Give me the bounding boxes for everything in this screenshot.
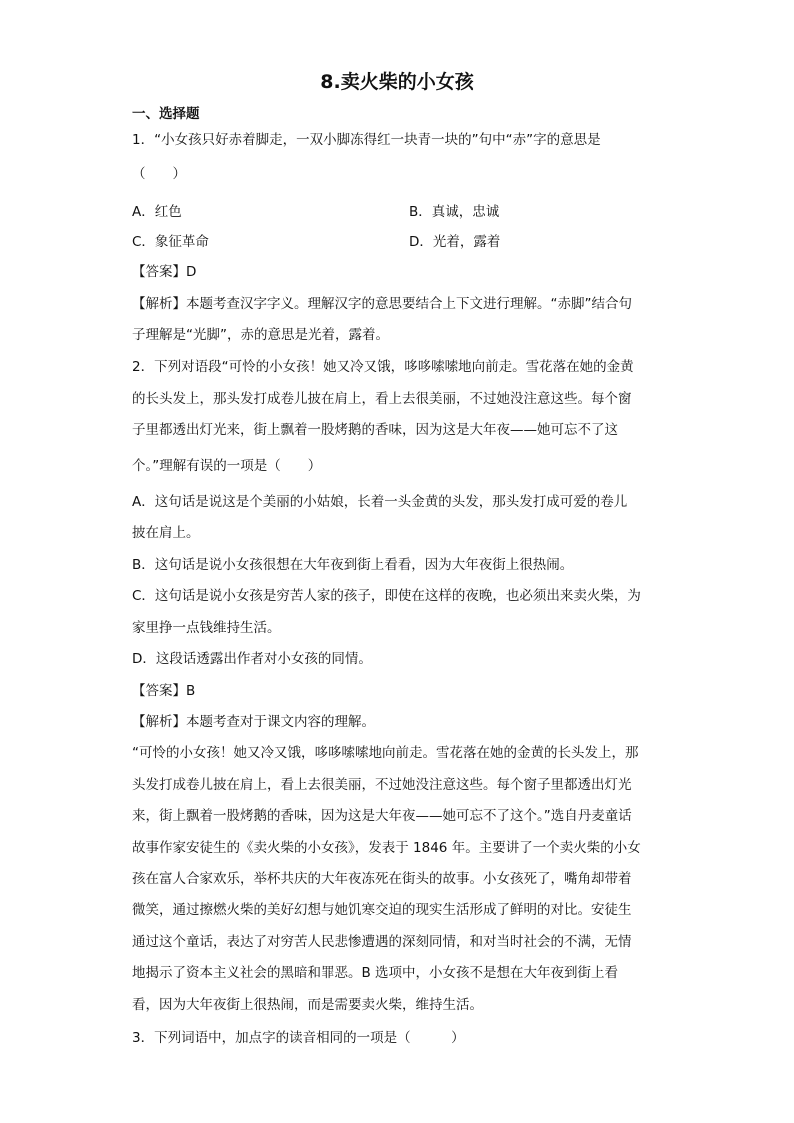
q2-option-a-cont: 披在肩上。	[132, 525, 200, 541]
q2-option-b: B．这句话是说小女孩很想在大年夜到街上看看，因为大年夜街上很热闹。	[132, 557, 574, 573]
q1-option-d: D．光着，露着	[409, 234, 501, 250]
q2-analysis-line: 来，街上飘着一股烤鹅的香味，因为这是大年夜——她可忘不了这个。”选自丹麦童话	[132, 808, 632, 824]
q2-analysis-line: 微笑，通过擦燃火柴的美好幻想与她饥寒交迫的现实生活形成了鲜明的对比。安徒生	[132, 902, 632, 918]
q2-stem-line: 2．下列对语段“可怜的小女孩！她又冷又饿，哆哆嗦嗦地向前走。雪花落在她的金黄	[132, 359, 634, 375]
q2-analysis-line: “可怜的小女孩！她又冷又饿，哆哆嗦嗦地向前走。雪花落在她的金黄的长头发上，那	[132, 745, 639, 761]
q2-stem-line: 子里都透出灯光来，街上飘着一股烤鹅的香味，因为这是大年夜——她可忘不了这	[132, 422, 618, 438]
q2-option-c: C．这句话是说小女孩是穷苦人家的孩子，即使在这样的夜晚，也必须出来卖火柴，为	[132, 588, 641, 604]
q2-analysis-line: 头发打成卷儿披在肩上，看上去很美丽，不过她没注意这些。每个窗子里都透出灯光	[132, 777, 632, 793]
q2-analysis-line: 孩在富人合家欢乐，举杯共庆的大年夜冻死在街头的故事。小女孩死了，嘴角却带着	[132, 871, 632, 887]
page-title: 8.卖火柴的小女孩	[320, 71, 474, 93]
q2-analysis-line: 【解析】本题考查对于课文内容的理解。	[132, 714, 375, 730]
q2-analysis-line: 故事作家安徒生的《卖火柴的小女孩》，发表于 1846 年。主要讲了一个卖火柴的小女	[132, 840, 641, 856]
q1-analysis-line: 子理解是“光脚”，赤的意思是光着，露着。	[132, 327, 389, 343]
q2-option-a: A．这句话是说这是个美丽的小姑娘，长着一头金黄的头发，那头发打成可爱的卷儿	[132, 494, 628, 510]
q2-stem-line: 的长头发上，那头发打成卷儿披在肩上，看上去很美丽，不过她没注意这些。每个窗	[132, 391, 632, 407]
q2-analysis-line: 通过这个童话，表达了对穷苦人民悲惨遭遇的深刻同情，和对当时社会的不满，无情	[132, 934, 632, 950]
q2-answer: 【答案】B	[132, 683, 196, 699]
q1-option-c: C．象征革命	[132, 234, 209, 250]
q1-option-a: A．红色	[132, 204, 182, 220]
q2-stem-line: 个。”理解有误的一项是（ ）	[132, 458, 322, 474]
q2-analysis-line: 看，因为大年夜街上很热闹，而是需要卖火柴，维持生活。	[132, 997, 483, 1013]
section-heading: 一、选择题	[132, 106, 200, 122]
q2-analysis-line: 地揭示了资本主义社会的黑暗和罪恶。B 选项中，小女孩不是想在大年夜到街上看	[132, 965, 619, 981]
q1-stem: 1．“小女孩只好赤着脚走，一双小脚冻得红一块青一块的”句中“赤”字的意思是	[132, 132, 601, 148]
q2-option-d: D．这段话透露出作者对小女孩的同情。	[132, 651, 372, 667]
q1-analysis-line: 【解析】本题考查汉字字义。理解汉字的意思要结合上下文进行理解。“赤脚”结合句	[132, 296, 632, 312]
q3-stem: 3．下列词语中，加点字的读音相同的一项是（ ）	[132, 1030, 465, 1046]
q1-paren: （ ）	[132, 166, 186, 182]
q1-option-b: B．真诚，忠诚	[409, 204, 500, 220]
q2-option-c-cont: 家里挣一点钱维持生活。	[132, 620, 281, 636]
q1-answer: 【答案】D	[132, 264, 197, 280]
